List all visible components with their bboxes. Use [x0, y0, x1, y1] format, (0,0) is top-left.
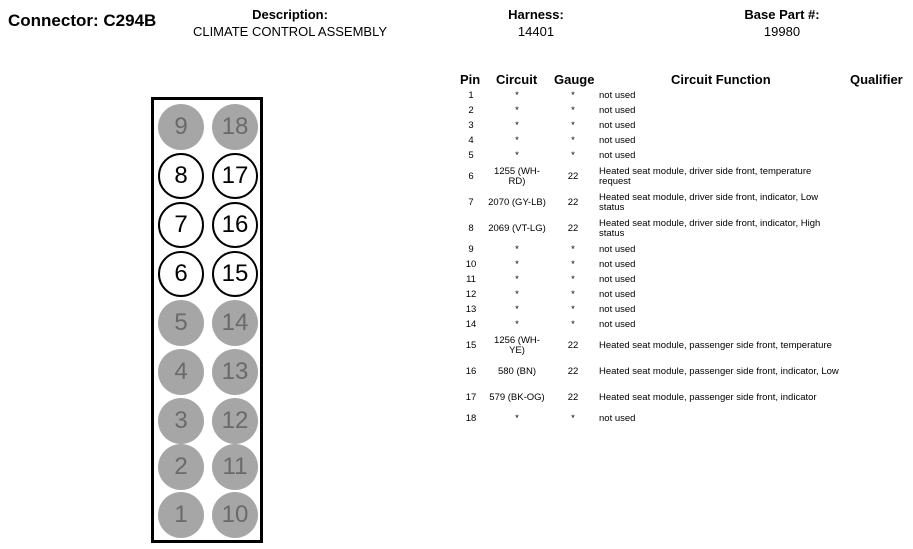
gauge-cell: *: [571, 89, 575, 101]
pin-cell: 3: [468, 119, 474, 131]
gauge-cell: *: [571, 243, 575, 255]
table-row: [455, 411, 905, 426]
circuit-cell: *: [515, 304, 519, 316]
gauge-cell: *: [571, 289, 575, 301]
circuit-cell: 2069 (VT-LG): [488, 222, 546, 234]
function-cell: not used: [599, 135, 636, 147]
circuit-cell: 1256 (WH-YE): [494, 335, 540, 357]
circuit-cell: *: [515, 243, 519, 255]
gauge-cell: *: [571, 258, 575, 270]
function-cell: Heated seat module, driver side front, indicator, High status: [599, 217, 821, 239]
connector-pin: 5: [158, 300, 204, 346]
circuit-cell: 1255 (WH-RD): [494, 165, 540, 187]
pin-cell: 9: [468, 243, 474, 255]
function-cell: not used: [599, 289, 636, 301]
gauge-cell: *: [571, 119, 575, 131]
function-cell: not used: [599, 304, 636, 316]
connector-pin: 14: [212, 300, 258, 346]
table-row: [455, 134, 905, 149]
gauge-cell: *: [571, 319, 575, 331]
connector-pin: 4: [158, 349, 204, 395]
function-cell: not used: [599, 150, 636, 162]
function-cell: not used: [599, 258, 636, 270]
connector-pin: 13: [212, 349, 258, 395]
pin-cell: 1: [468, 89, 474, 101]
table-row: [455, 103, 905, 118]
table-row: [455, 257, 905, 272]
column-header-gauge: Gauge: [554, 72, 595, 87]
connector-pin: 6: [158, 251, 204, 297]
connector-pin: 16: [212, 202, 258, 248]
pin-cell: 18: [465, 412, 477, 424]
connector-pin: 9: [158, 104, 204, 150]
circuit-cell: *: [515, 273, 519, 285]
circuit-cell: *: [515, 319, 519, 331]
function-cell: Heated seat module, passenger side front, indicator: [599, 392, 817, 404]
column-header-circuit: Circuit: [496, 72, 538, 87]
pin-cell: 16: [465, 366, 477, 378]
function-cell: Heated seat module, driver side front, temperature request: [599, 165, 812, 187]
table-row: [455, 333, 905, 359]
function-cell: Heated seat module, passenger side front, indicator, Low: [599, 366, 839, 378]
connector-pin: 15: [212, 251, 258, 297]
description-block: [160, 7, 420, 39]
function-cell: Heated seat module, driver side front, indicator, Low status: [599, 191, 819, 213]
table-row: [455, 288, 905, 303]
function-cell: not used: [599, 319, 636, 331]
table-row: [455, 118, 905, 133]
connector-pin: 3: [158, 398, 204, 444]
gauge-cell: 22: [567, 392, 579, 404]
gauge-cell: 22: [567, 340, 579, 352]
harness-label: Harness:: [508, 7, 564, 22]
table-row: [455, 149, 905, 164]
circuit-cell: *: [515, 104, 519, 116]
circuit-cell: 579 (BK-OG): [489, 392, 545, 404]
pin-cell: 10: [465, 258, 477, 270]
connector-pin: 7: [158, 202, 204, 248]
circuit-cell: *: [515, 258, 519, 270]
connector-title: Connector: C294B: [8, 11, 157, 30]
pin-cell: 5: [468, 150, 474, 162]
connector-pin: 17: [212, 153, 258, 199]
pin-cell: 14: [465, 319, 477, 331]
table-row: [455, 88, 905, 103]
description-value: CLIMATE CONTROL ASSEMBLY: [192, 24, 388, 39]
table-row: [455, 318, 905, 333]
table-row: [455, 216, 905, 242]
connector-pin: 11: [212, 444, 258, 490]
gauge-cell: 22: [567, 170, 579, 182]
pin-cell: 17: [465, 392, 477, 404]
circuit-cell: 580 (BN): [497, 366, 536, 378]
table-row: [455, 190, 905, 216]
pin-cell: 15: [465, 340, 477, 352]
function-cell: not used: [599, 273, 636, 285]
function-cell: not used: [599, 104, 636, 116]
connector-pin: 12: [212, 398, 258, 444]
connector-pin: 1: [158, 492, 204, 538]
gauge-cell: 22: [567, 222, 579, 234]
table-row: [455, 242, 905, 257]
function-cell: not used: [599, 89, 636, 101]
pin-cell: 6: [468, 170, 474, 182]
function-cell: Heated seat module, passenger side front, temperature: [599, 340, 832, 352]
table-row: [455, 164, 905, 190]
circuit-cell: *: [515, 89, 519, 101]
connector-pin: 2: [158, 444, 204, 490]
gauge-cell: *: [571, 304, 575, 316]
function-cell: not used: [599, 119, 636, 131]
pin-cell: 13: [465, 304, 477, 316]
pin-table: [455, 88, 905, 426]
table-row: [455, 359, 905, 385]
gauge-cell: *: [571, 135, 575, 147]
gauge-cell: *: [571, 412, 575, 424]
pin-cell: 4: [468, 135, 474, 147]
description-label: Description:: [252, 7, 328, 22]
circuit-cell: 2070 (GY-LB): [488, 196, 546, 208]
pin-cell: 2: [468, 104, 474, 116]
column-header-qualifier: Qualifier: [850, 72, 903, 87]
table-row: [455, 303, 905, 318]
gauge-cell: 22: [567, 196, 579, 208]
base-part-value: 19980: [763, 24, 801, 39]
harness-block: [476, 7, 596, 39]
gauge-cell: *: [571, 273, 575, 285]
circuit-cell: *: [515, 412, 519, 424]
circuit-cell: *: [515, 119, 519, 131]
base-part-block: [722, 7, 842, 39]
circuit-cell: *: [515, 289, 519, 301]
table-row: [455, 272, 905, 287]
pin-cell: 12: [465, 289, 477, 301]
harness-value: 14401: [517, 24, 555, 39]
gauge-cell: *: [571, 150, 575, 162]
function-cell: not used: [599, 243, 636, 255]
pin-cell: 8: [468, 222, 474, 234]
column-header-pin: Pin: [460, 72, 481, 87]
connector-diagram: [151, 97, 263, 543]
connector-pin: 10: [212, 492, 258, 538]
base-part-label: Base Part #:: [744, 7, 820, 22]
gauge-cell: *: [571, 104, 575, 116]
gauge-cell: 22: [567, 366, 579, 378]
connector-pin: 18: [212, 104, 258, 150]
pin-cell: 11: [466, 273, 476, 285]
column-header-circuit-function: Circuit Function: [671, 72, 771, 87]
function-cell: not used: [599, 412, 636, 424]
circuit-cell: *: [515, 135, 519, 147]
table-row: [455, 385, 905, 411]
circuit-cell: *: [515, 150, 519, 162]
pin-cell: 7: [468, 196, 474, 208]
connector-pin: 8: [158, 153, 204, 199]
